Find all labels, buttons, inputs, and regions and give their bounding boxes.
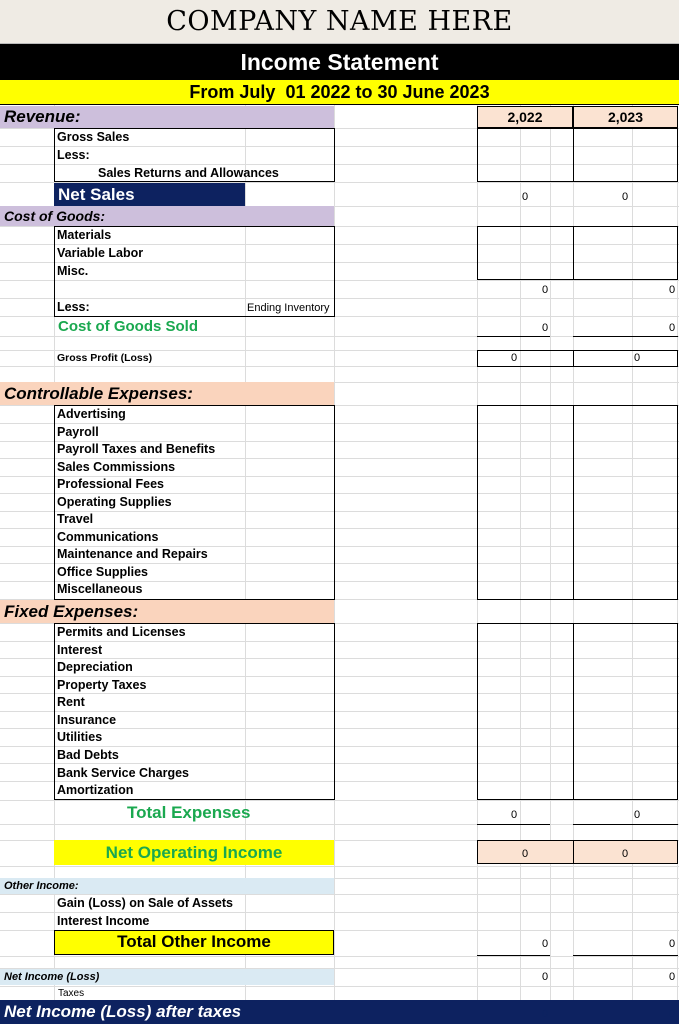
controllable-item: Operating Supplies (57, 495, 172, 509)
company-name: COMPANY NAME HERE (166, 6, 513, 37)
period-text: From July 01 2022 to 30 June 2023 (189, 82, 490, 102)
net-income-value-1[interactable]: 0 (541, 971, 549, 983)
year-header-1 (477, 106, 573, 128)
fixed-item: Rent (57, 695, 85, 709)
cogs-total-underline-1 (477, 336, 550, 337)
net-operating-value-2[interactable]: 0 (621, 848, 629, 860)
year-col-2: 2,023 (607, 109, 644, 125)
total-other-income-band (54, 930, 334, 955)
controllable-item: Payroll (57, 425, 99, 439)
interest-income-label: Interest Income (57, 914, 150, 928)
total-expenses-label: Total Expenses (127, 803, 251, 822)
cogs-less-label: Less: (57, 300, 90, 314)
controllable-item: Payroll Taxes and Benefits (57, 442, 216, 456)
gain-on-sale-label: Gain (Loss) on Sale of Assets (57, 896, 233, 910)
total-expenses-underline-2 (573, 824, 678, 825)
net-operating-label: Net Operating Income (105, 843, 283, 862)
net-after-taxes-value-2[interactable]: 0 (668, 1008, 676, 1020)
controllable-item: Miscellaneous (57, 582, 143, 596)
total-other-income-label: Total Other Income (117, 932, 271, 951)
other-total-underline-2 (573, 955, 678, 956)
period-bar (0, 80, 679, 105)
net-after-taxes-value-1[interactable]: 0 (541, 1008, 549, 1020)
cogs-item: Materials (57, 228, 112, 242)
revenue-values-box-2 (573, 128, 678, 182)
net-sales-label: Net Sales (58, 185, 135, 204)
year-header-2 (573, 106, 678, 128)
fixed-item: Property Taxes (57, 678, 147, 692)
other-income-heading: Other Income: (4, 880, 79, 892)
net-operating-value-1[interactable]: 0 (521, 848, 529, 860)
fixed-item: Insurance (57, 713, 117, 727)
net-income-label: Net Income (Loss) (4, 971, 100, 983)
ending-inventory-label: Ending Inventory (247, 302, 330, 314)
controllable-item: Professional Fees (57, 477, 164, 491)
controllable-item: Communications (57, 530, 159, 544)
gross-sales-label: Gross Sales (57, 130, 130, 144)
net-sales-value-2[interactable]: 0 (621, 191, 629, 203)
cogs-item: Misc. (57, 264, 89, 278)
fixed-item: Utilities (57, 730, 103, 744)
cogs-subtotal-2[interactable]: 0 (668, 284, 676, 296)
net-sales-value-1[interactable]: 0 (521, 191, 529, 203)
controllable-values-box-1 (477, 405, 574, 600)
gross-profit-box-2 (573, 350, 678, 367)
gross-profit-label: Gross Profit (Loss) (57, 352, 153, 364)
returns-label: Sales Returns and Allowances (98, 166, 279, 180)
title-bar (0, 44, 679, 80)
cogs-total-underline-2 (573, 336, 678, 337)
cogs-total-label: Cost of Goods Sold (58, 318, 198, 335)
net-income-after-taxes-band (0, 1000, 679, 1024)
controllable-item: Maintenance and Repairs (57, 547, 208, 561)
cogs-total-value-1[interactable]: 0 (541, 322, 549, 334)
revenue-heading: Revenue: (4, 107, 81, 126)
taxes-label: Taxes (58, 988, 85, 999)
controllable-item: Travel (57, 512, 94, 526)
fixed-item: Bad Debts (57, 748, 119, 762)
total-other-value-1[interactable]: 0 (541, 938, 549, 950)
total-expenses-value-1[interactable]: 0 (510, 809, 518, 821)
gross-profit-value-1[interactable]: 0 (510, 352, 518, 364)
total-other-value-2[interactable]: 0 (668, 938, 676, 950)
fixed-item: Permits and Licenses (57, 625, 186, 639)
total-expenses-value-2[interactable]: 0 (633, 809, 641, 821)
cogs-heading: Cost of Goods: (4, 208, 106, 224)
controllable-item: Sales Commissions (57, 460, 176, 474)
gross-profit-value-2[interactable]: 0 (633, 352, 641, 364)
fixed-heading: Fixed Expenses: (4, 602, 139, 621)
other-total-underline-1 (477, 955, 550, 956)
cogs-total-value-2[interactable]: 0 (668, 322, 676, 334)
net-operating-band (54, 840, 334, 865)
net-income-after-taxes-label: Net Income (Loss) after taxes (4, 1002, 242, 1021)
controllable-item: Office Supplies (57, 565, 148, 579)
fixed-item: Interest (57, 643, 103, 657)
controllable-values-box-2 (573, 405, 678, 600)
fixed-item: Amortization (57, 783, 134, 797)
year-col-1: 2,022 (507, 109, 543, 125)
revenue-values-box-1 (477, 128, 574, 182)
controllable-heading: Controllable Expenses: (4, 384, 193, 403)
less-label: Less: (57, 148, 90, 162)
net-income-value-2[interactable]: 0 (668, 971, 676, 983)
cogs-values-box-2 (573, 226, 678, 280)
fixed-values-box-1 (477, 623, 574, 800)
fixed-item: Depreciation (57, 660, 133, 674)
cogs-subtotal-1[interactable]: 0 (541, 284, 549, 296)
total-expenses-underline-1 (477, 824, 550, 825)
company-name-bar (0, 0, 679, 44)
fixed-values-box-2 (573, 623, 678, 800)
fixed-item: Bank Service Charges (57, 766, 190, 780)
cogs-values-box-1 (477, 226, 574, 280)
gross-profit-box-1 (477, 350, 574, 367)
cogs-item: Variable Labor (57, 246, 144, 260)
statement-title: Income Statement (240, 49, 439, 75)
controllable-item: Advertising (57, 407, 126, 421)
net-sales-band (54, 183, 245, 206)
